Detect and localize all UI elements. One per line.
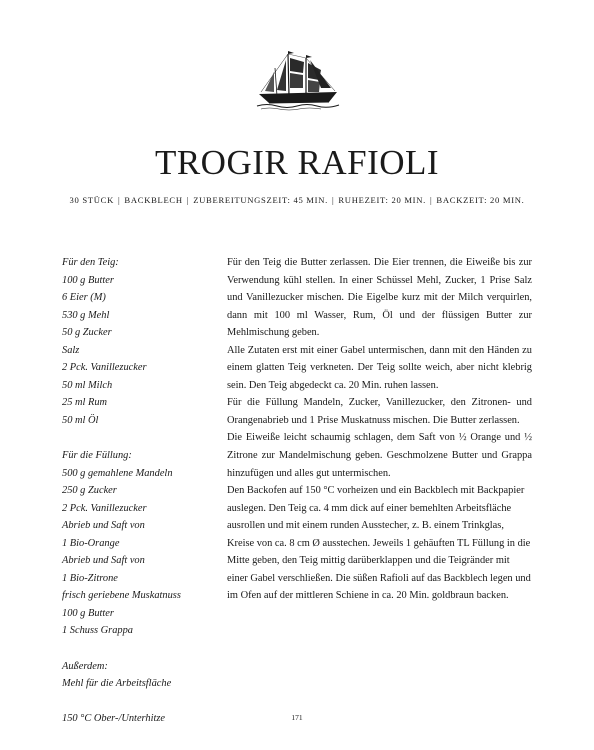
ingredient-item: 50 ml Öl <box>62 414 99 426</box>
ingredient-item: 530 g Mehl <box>62 309 110 321</box>
ingredient-item: 500 g gemahlene Mandeln <box>62 467 173 479</box>
method-step: Alle Zutaten erst mit einer Gabel untermischen, dann mit den Händen zu einem glatten Teig verkneten. Der Teig sollte weich, aber nicht klebrig sein. Den Teig abgedeckt ca. 20 Min. ruhen lassen. <box>227 344 532 391</box>
ingredient-item: 250 g Zucker <box>62 485 117 497</box>
meta-rest-time: RUHEZEIT: 20 MIN. <box>338 195 426 205</box>
method-step: Die Eiweiße leicht schaumig schlagen, dem Saft von ½ Orange und ½ Zitrone zur Mandelmischung geben. Geschmolzene Butter und Grappa hinzufügen und alles gut untermischen. <box>227 432 532 479</box>
ingredient-item: 1 Schuss Grappa <box>62 625 134 637</box>
ingredient-heading: Außerdem: <box>62 660 108 672</box>
recipe-title: TROGIR RAFIOLI <box>154 143 440 182</box>
ingredient-item: 50 g Zucker <box>62 327 112 339</box>
meta-bake-time: BACKZEIT: 20 MIN. <box>436 195 525 205</box>
ingredient-item: 2 Pck. Vanillezucker <box>62 502 147 514</box>
ingredient-heading: Für den Teig: <box>62 257 119 268</box>
ingredient-item: 25 ml Rum <box>62 397 108 409</box>
ingredient-item: frisch geriebene Muskatnuss <box>62 590 181 602</box>
ingredient-heading: Für die Füllung: <box>62 450 132 462</box>
ingredient-list <box>62 254 222 728</box>
method-text <box>227 254 532 605</box>
ingredient-item: 2 Pck. Vanillezucker <box>62 362 147 374</box>
method-step: Für die Füllung Mandeln, Zucker, Vanillezucker, den Zitronen- und Orangenabrieb und 1 Prise Muskatnuss mischen. Die Butter zerlassen. <box>227 397 532 426</box>
ingredient-item: 100 g Butter <box>62 274 114 286</box>
ingredient-item: Mehl für die Arbeitsfläche <box>62 678 172 690</box>
sailing-ship-icon <box>255 48 341 114</box>
method-step: Den Backofen auf 150 °C vorheizen und ein Backblech mit Backpapier auslegen. Den Teig ca. 4 mm dick auf einer bemehlten Arbeitsfläche ausrollen und mit einem runden Ausstecher, z. B. einem Trinkglas, Kreise von ca. 8 cm Ø ausstechen. Jeweils 1 gehäuften TL Füllung in die Mitte geben, den Teig mittig darüberklappen und die Teigränder mit einer Gabel verschließen. Die süßen Rafioli auf das Backblech legen und im Ofen auf der mittleren Schiene in ca. 20 Min. goldbraun backen. <box>227 485 531 602</box>
ingredient-spacer <box>62 429 222 447</box>
ingredient-item: Abrieb und Saft von <box>62 555 145 567</box>
meta-equipment: BACKBLECH <box>124 195 183 205</box>
ingredient-item: 6 Eier (M) <box>62 292 106 304</box>
meta-prep-time: ZUBEREITUNGSZEIT: 45 MIN. <box>193 195 328 205</box>
ingredient-spacer <box>62 693 222 711</box>
ingredient-item: 100 g Butter <box>62 607 114 619</box>
meta-yield: 30 STÜCK <box>69 195 114 205</box>
ingredient-item: 1 Bio-Zitrone <box>62 572 118 584</box>
method-step: Für den Teig die Butter zerlassen. Die Eier trennen, die Eiweiße bis zur Verwendung kühl stellen. In einer Schüssel Mehl, Zucker, 1 Prise Salz und Vanillezucker mischen. Die Eigelbe kurz mit der Milch verquirlen, dann mit 100 ml Wasser, Rum, Öl und der flüssigen Butter zur Mehlmischung geben. <box>227 257 532 339</box>
ingredient-spacer <box>62 640 222 658</box>
ingredient-item: Salz <box>62 344 80 356</box>
ingredient-item: Abrieb und Saft von <box>62 520 145 532</box>
page-number: 171 <box>291 713 303 722</box>
ingredient-item: 50 ml Milch <box>62 379 113 391</box>
oven-setting: 150 °C Ober-/Unterhitze <box>62 713 166 725</box>
recipe-meta: 30 STÜCK | BACKBLECH | ZUBEREITUNGSZEIT: 45 MIN. | RUHEZEIT: 20 MIN. | BACKZEIT: 20 MIN. <box>69 195 525 205</box>
ingredient-item: 1 Bio-Orange <box>62 537 120 549</box>
